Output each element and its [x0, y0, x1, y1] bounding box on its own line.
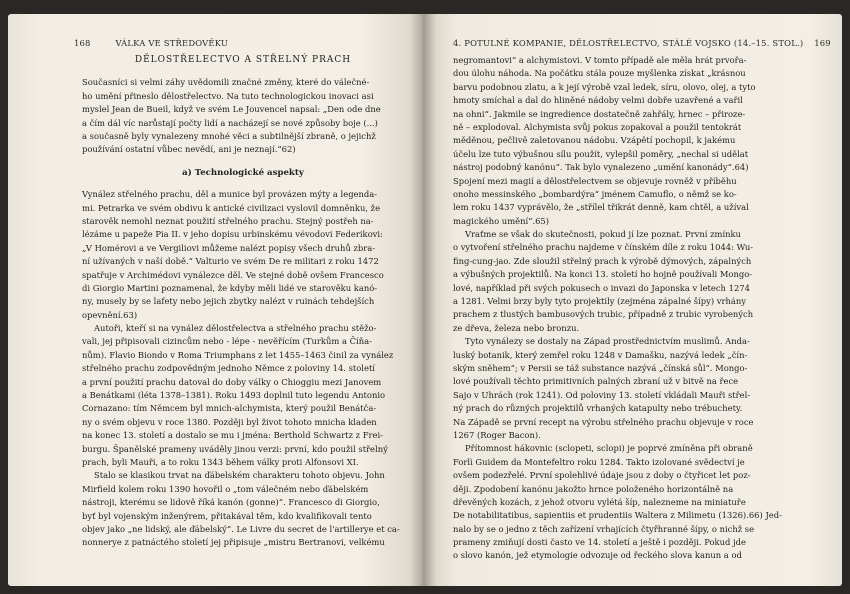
section-heading: a) Technologické aspekty	[182, 167, 304, 178]
text-line: Současníci si velmi záhy uvědomili značné změny, které do válečné-	[82, 77, 370, 88]
text-line: fing-cung-jao. Zde sloužil střelný prach k výrobě dýmových, zápalných	[453, 255, 752, 266]
text-line: dřevěných kozách, z jehož otvoru vylétá šíp, nalezneme na miniatuře	[453, 496, 746, 507]
text-line: Přítomnost hákovnic (sclopeti, sclopi) je poprvé zmíněna při obraně	[465, 443, 753, 454]
text-line: o vytvoření střelného prachu najdeme v čínském díle z roku 1044: Wu-	[453, 242, 754, 253]
text-line: nástroj podobný kanónu“. Tak bylo vynalezeno „umění kanonády“.64)	[453, 162, 749, 173]
text-line: di Giorgio Martini poznamenal, že kdyby měli lidé ve starověku kanó-	[82, 282, 378, 293]
chapter-title: DĚLOSTŘELECTVO A STŘELNÝ PRACH	[134, 55, 352, 65]
text-line: ději. Zpodobení kanónu jakožto hrnce položeného horizontálně na	[453, 483, 734, 494]
text-line: ně – explodoval. Alchymista svůj pokus zopakoval a použil tentokrát	[453, 121, 742, 132]
text-line: negromantovi“ a alchymistovi. V tomto případě ale měla hrát prvořa-	[453, 55, 747, 65]
text-line: burgu. Španělské prameny uváděly jinou verzi: první, kdo použil střelný	[82, 443, 388, 454]
text-line: Cornazano: tím Němcem byl mnich-alchymista, který použil Benátča-	[82, 403, 377, 414]
left-paragraphs-body	[82, 188, 404, 550]
left-running-head: VÁLKA VE STŘEDOVĚKU	[115, 38, 229, 48]
text-line: nům). Flavio Biondo v Roma Triumphans z let 1455–1463 činil za vynález	[82, 349, 394, 360]
text-line: Vraťme se však do skutečnosti, pokud jí lze poznat. První zmínku	[465, 229, 742, 240]
text-line: vali, jej připisovali cizincům nebo - lépe - nevěřícím (Turkům a Číňa-	[82, 336, 372, 347]
right-paragraphs-body	[453, 54, 783, 563]
text-line: ským sněhem“; v Persii se táž substance nazývá „čínská sůl“. Mongo-	[453, 362, 748, 373]
text-line: ze dřeva, železa nebo bronzu.	[453, 322, 580, 333]
text-line: ovšem podezřelé. První spolehlivé údaje jsou z doby o čtyřicet let poz-	[453, 470, 751, 481]
text-line: hmoty smíchal a dal do hliněné nádoby velmi dobře uzavřené a vařil	[453, 95, 743, 106]
left-running-header	[74, 38, 228, 48]
text-line: Stalo se klasikou trvat na ďábelském charakteru tohoto objevu. John	[94, 470, 385, 481]
text-line: lézáme u papeže Pia II. v jeho dopisu urbinskému vévodovi Federikovi:	[82, 229, 383, 240]
text-line: a výbušných projektilů. Na konci 13. století ho hojně používali Mongo-	[453, 269, 753, 280]
text-line: na ohni“. Jakmile se ingredience dostatečně zahřály, hrnec – přiroze-	[453, 108, 746, 119]
text-line: Na Západě se první recept na výrobu střelného prachu objevuje v roce	[453, 416, 754, 427]
left-paragraph-intro	[82, 76, 404, 156]
text-line: Forlì Guidem da Montefeltro roku 1284. Takto izolované svědectví je	[453, 456, 745, 467]
text-line: Spojení mezi magií a dělostřelectvem se objevuje rovněž v příběhu	[453, 175, 737, 186]
left-page	[8, 14, 423, 586]
text-line: ní užívaných v naší době.“ Valturio ve svém De re militari z roku 1472	[82, 256, 379, 267]
right-text-column	[453, 54, 783, 563]
text-line: objev jako „ne lidský, ale ďábelský“. Le Livre du secret de l'artillerye et ca-	[82, 523, 400, 534]
text-line: nalo by se o jedno z těch zařízení vrhajících čtyřhranné šípy, o nichž se	[453, 523, 755, 534]
text-line: a 1281. Velmi brzy byly tyto projektily (zejména zápalné šípy) vrhány	[453, 296, 747, 307]
text-line: na konec 13. století a dostalo se mu i jména: Berthold Schwartz z Frei-	[82, 430, 384, 441]
text-line: nástroji, kterému se lidově říká kanón (gonne)“. Francesco di Giorgio,	[82, 497, 380, 508]
text-line: účelu lze tuto výbušnou sílu použít, vylepšil poměry, „nechal si udělat	[453, 148, 749, 159]
text-line: dou úlohu náhoda. Na počátku stála pouze myšlenka získat „krásnou	[453, 68, 746, 79]
right-running-header	[453, 38, 831, 48]
text-line: prachem z tlustých bambusových trubic, případně z trubic vyrobených	[453, 309, 754, 320]
text-line: ho umění přineslo dělostřelectvo. Na tuto technologickou inovaci asi	[82, 90, 374, 101]
left-page-number: 168	[74, 38, 91, 48]
text-line: ny, musely by se lafety nebo jejich zbytky nalézt v ruinách tehdejších	[82, 296, 375, 307]
text-line: De notabilitatibus, sapientiis et prudentiis Waltera z Milimetu (1326).66) Jed-	[453, 510, 782, 521]
text-line: Sajo v Uhrách (rok 1241). Od poloviny 13. století vkládali Mauři střel-	[453, 389, 751, 400]
text-line: Autoři, kteří si na vynález dělostřelectva a střelného prachu stěžo-	[94, 323, 377, 334]
text-line: spatřuje v Archimédovi vynálezce děl. Ve stejné době ovšem Francesco	[82, 269, 384, 280]
text-line: luský botanik, který zemřel roku 1248 v Damašku, nazývá ledek „čín-	[453, 349, 748, 360]
text-line: „V Homérovi a ve Vergiliovi můžeme nalézt popisy všech druhů zbra-	[82, 242, 376, 253]
text-line: ny o svém objevu v roce 1380. Později byl život tohoto mnicha kladen	[82, 416, 377, 427]
right-running-head: 4. POTULNÉ KOMPANIE, DĚLOSTŘELECTVO, STÁLÉ VOJSKO (14.–15. STOL.)	[453, 38, 804, 48]
text-line: nonnerye z patnáctého století jej připisuje „mistru Bertranovi, velkému	[82, 537, 385, 548]
text-line: měděnou, pečlivě zaletovanou nádobu. Vzápětí pochopil, k jakému	[453, 135, 736, 146]
text-line: o slovo kanón, jež etymologie odvozuje od řeckého slova kanun a od	[453, 550, 742, 561]
text-line: magického umění“.65)	[453, 215, 550, 226]
text-line: a současně byly vynalezeny mnohé věci a subtilnější zbraně, o jejichž	[82, 130, 376, 141]
right-page	[423, 14, 842, 586]
text-line: lové používali těchto primitivních palných zbraní už v bitvě na řece	[453, 376, 739, 387]
text-line: opevnění.63)	[82, 309, 138, 320]
text-line: Vynález střelného prachu, děl a munice byl provázen mýty a legenda-	[82, 189, 378, 200]
text-line: prameny zmiňují dosti často ve 14. století a ještě i později. Pokud jde	[453, 537, 746, 548]
text-line: Mirfield kolem roku 1390 hovořil o „tom válečném nebo ďábelském	[82, 483, 369, 494]
text-line: starověk nemohl neznat použití střelného prachu. Stejný postřeh na-	[82, 215, 374, 226]
right-page-number: 169	[814, 38, 831, 48]
text-line: 1267 (Roger Bacon).	[453, 429, 541, 440]
text-line: Tyto vynálezy se dostaly na Západ prostřednictvím muslimů. Anda-	[465, 336, 750, 347]
text-line: byť byl vojenským inženýrem, přitakával těm, kdo kvalifikovali tento	[82, 510, 372, 521]
left-text-column	[82, 54, 404, 550]
text-line: lem roku 1437 vyprávělo, že „střílel třikrát denně, kam chtěl, a užíval	[453, 202, 749, 213]
text-line: ný prach do různých projektilů vrhaných katapulty nebo trébuchety.	[453, 403, 743, 414]
text-line: onoho messinského „bombardýra“ jménem Camuflo, o němž se ko-	[453, 188, 737, 199]
text-line: střelného prachu zodpovědným jednoho Němce z poloviny 14. století	[82, 363, 375, 374]
text-line: a první použití prachu datoval do doby války o Chioggiu mezi Janovem	[82, 376, 382, 387]
text-line: mi. Petrarka ve svém obdivu k antické civilizaci vyslovil domněnku, že	[82, 202, 381, 213]
text-line: a čím dál víc narůstají počty lidí a nacházejí se nové způsoby boje (...)	[82, 117, 378, 128]
text-line: prach, byli Mauři, a to roku 1343 během války proti Alfonsovi XI.	[82, 456, 359, 467]
text-line: barvu podobnou zlatu, a k její výrobě vzal ledek, síru, olovo, olej, a tyto	[453, 81, 756, 92]
text-line: a Benátkami (léta 1378–1381). Roku 1493 doplnil tuto legendu Antonio	[82, 390, 386, 401]
text-line: používání ostatní vůbec nevědí, ani je neznají.“62)	[82, 144, 296, 155]
text-line: myslel Jean de Bueil, když ve svém Le Jouvencel napsal: „Den ode dne	[82, 104, 381, 115]
text-line: lové, například při svých pokusech o invazi do Japonska v letech 1274	[453, 282, 750, 293]
